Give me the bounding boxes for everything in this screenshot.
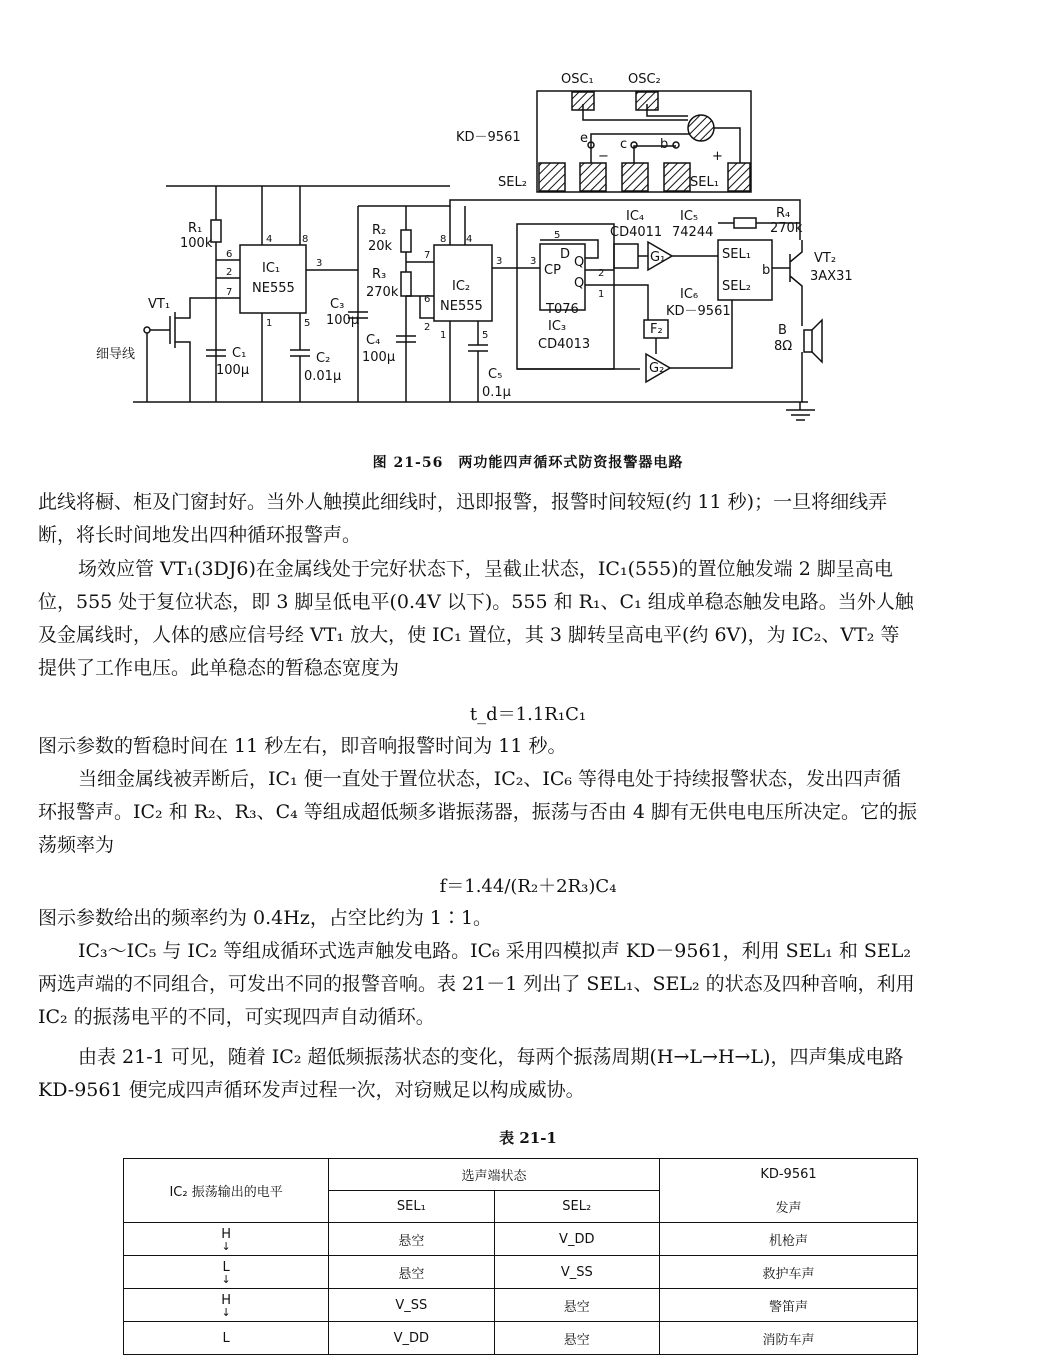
wire-label: 细导线 xyxy=(96,347,136,362)
osc2-label: OSC₂ xyxy=(628,72,661,87)
ic6-label: IC₆ xyxy=(680,287,699,302)
pin-label: 5 xyxy=(554,230,561,241)
ic3-label: IC₃ xyxy=(548,319,567,334)
pin-label: 2 xyxy=(226,267,233,278)
c5-value: 0.1μ xyxy=(482,385,511,400)
r2-value: 20k xyxy=(368,239,393,254)
g2-label: G₂ xyxy=(649,361,665,376)
ic3-part-code: T076 xyxy=(546,302,579,317)
paragraph-5: 图示参数给出的频率约为 0.4Hz，占空比约为 1∶1。 xyxy=(38,907,493,929)
table-caption: 表 21-1 xyxy=(499,1129,557,1147)
osc1-label: OSC₁ xyxy=(561,72,594,87)
ic6-part: KD－9561 xyxy=(666,304,731,319)
pin-label: 6 xyxy=(424,294,431,305)
ic4-label: IC₄ xyxy=(626,209,645,224)
kd9561-chip-blob xyxy=(688,115,714,141)
pin-label: 2 xyxy=(598,268,605,279)
pin-label: 7 xyxy=(226,287,233,298)
ic1-label: IC₁ xyxy=(262,261,281,276)
speaker-label: B xyxy=(778,323,787,338)
r3-value: 270k xyxy=(366,285,399,300)
pin-label: 8 xyxy=(302,234,309,245)
figure-caption: 图 21-56 两功能四声循环式防资报警器电路 xyxy=(372,455,684,471)
c5-label: C₅ xyxy=(488,367,503,382)
speaker-value: 8Ω xyxy=(774,339,793,354)
table-header-kd: KD-9561 xyxy=(659,1159,917,1191)
pin-label: 1 xyxy=(266,318,273,329)
r1-label: R₁ xyxy=(188,221,203,236)
ic6-b-label: b xyxy=(762,263,771,278)
down-arrow-icon: ↓ xyxy=(221,1272,231,1286)
table-row xyxy=(124,1223,918,1256)
ic1-part: NE555 xyxy=(252,281,295,296)
sel1-pad xyxy=(728,163,750,191)
minus-label: − xyxy=(598,149,609,164)
c1-label: C₁ xyxy=(232,346,247,361)
r4-value: 270k xyxy=(770,221,803,236)
vt2-part: 3AX31 xyxy=(810,269,853,284)
plus-label: + xyxy=(712,149,723,164)
pad-c xyxy=(622,163,648,191)
ic4-gate xyxy=(614,244,638,268)
ic5-label: IC₅ xyxy=(680,209,699,224)
r2-resistor xyxy=(401,230,411,252)
pin-label: 4 xyxy=(466,234,473,245)
paragraph-7: 由表 21-1 可见，随着 IC₂ 超低频振荡状态的变化，每两个振荡周期(H→L→H→L)，四声集成电路 KD-9561 便完成四声循环发声过程一次，对窃贼足以构成威协。 xyxy=(38,1046,904,1101)
sel2-cell: V_DD xyxy=(494,1223,659,1256)
pin-label: 3 xyxy=(496,256,503,267)
ff-q-label: Q xyxy=(574,276,585,291)
ic4-part: CD4011 xyxy=(610,225,663,240)
level-cell: H xyxy=(221,1226,231,1242)
paragraph-1: 此线将橱、柜及门窗封好。当外人触摸此细线时，迅即报警，报警时间较短(约 11 秒)；一旦将细线弄断，将长时间地发出四种循环报警声。 xyxy=(38,491,888,546)
down-arrow-icon: ↓ xyxy=(221,1305,231,1319)
c1-value: 100μ xyxy=(216,363,250,378)
pin-e-label: e xyxy=(580,131,588,146)
ic1-body xyxy=(240,245,306,313)
sel1-cell: 悬空 xyxy=(329,1256,494,1289)
formula-td: t_d＝1.1R₁C₁ xyxy=(469,704,587,725)
sel1-cell: V_SS xyxy=(329,1289,494,1322)
c2-value: 0.01μ xyxy=(304,369,342,384)
pin-label: 5 xyxy=(304,318,311,329)
level-cell: H xyxy=(221,1292,231,1308)
r4-resistor xyxy=(734,218,756,228)
sel2-cell: V_SS xyxy=(494,1256,659,1289)
pad-b xyxy=(664,163,690,191)
level-cell: L xyxy=(124,1322,329,1355)
g1-label: G₁ xyxy=(650,250,666,265)
vt2-label: VT₂ xyxy=(814,251,837,266)
ic3-part: CD4013 xyxy=(538,337,591,352)
r3-label: R₃ xyxy=(372,267,387,282)
pad-e xyxy=(580,163,606,191)
pin-label: 1 xyxy=(440,330,447,341)
c4-label: C₄ xyxy=(366,333,381,348)
sound-cell: 消防车声 xyxy=(659,1322,917,1355)
level-cell: L xyxy=(222,1259,230,1275)
r4-label: R₄ xyxy=(776,206,791,221)
sel1-cell: 悬空 xyxy=(329,1223,494,1256)
pin-label: 5 xyxy=(482,330,489,341)
kd9561-top-label: KD－9561 xyxy=(456,130,521,145)
sel1-top-label: SEL₁ xyxy=(690,175,719,190)
circuit-diagram xyxy=(0,0,1056,440)
sel2-cell: 悬空 xyxy=(494,1322,659,1355)
sel1-cell: V_DD xyxy=(329,1322,494,1355)
c4-value: 100μ xyxy=(362,350,396,365)
f2-label: F₂ xyxy=(650,322,663,337)
table-row xyxy=(124,1322,918,1355)
table-header-sound: 发声 xyxy=(659,1191,917,1223)
speaker-body xyxy=(804,330,812,352)
ic6-sel1-label: SEL₁ xyxy=(722,247,751,262)
pin-label: 4 xyxy=(266,234,273,245)
table-header-select: 选声端状态 xyxy=(329,1159,660,1191)
c3-value: 100μ xyxy=(326,313,360,328)
paragraph-4: 当细金属线被弄断后，IC₁ 便一直处于置位状态，IC₂、IC₆ 等得电处于持续报警状态，发出四声循环报警声。IC₂ 和 R₂、R₃、C₄ 等组成超低频多谐振荡器，振荡与否由 4 脚有无供电电压所决定。它的振荡频率为 xyxy=(38,768,917,856)
r1-value: 100k xyxy=(180,236,213,251)
pin-label: 3 xyxy=(530,256,537,267)
table-row xyxy=(124,1289,918,1322)
pin-b-label: b xyxy=(660,137,669,152)
sound-cell: 救护车声 xyxy=(659,1256,917,1289)
table-row xyxy=(124,1256,918,1289)
paragraph-6: IC₃～IC₅ 与 IC₂ 等组成循环式选声触发电路。IC₆ 采用四模拟声 KD－9561，利用 SEL₁ 和 SEL₂ 两选声端的不同组合，可发出不同的报警音响。表 21－1 列出了 SEL₁、SEL₂ 的状态及四种音响，利用 IC₂ 的振荡电平的不同，可实现四声自动循环。 xyxy=(38,940,915,1028)
r1-resistor xyxy=(211,220,221,242)
sel2-cell: 悬空 xyxy=(494,1289,659,1322)
pin-label: 3 xyxy=(316,258,323,269)
table-header-level: IC₂ 振荡输出的电平 xyxy=(124,1159,329,1223)
ic2-label: IC₂ xyxy=(452,279,471,294)
paragraph-3: 图示参数的暂稳时间在 11 秒左右，即音响报警时间为 11 秒。 xyxy=(38,735,567,757)
pin-label: 2 xyxy=(424,322,431,333)
ff-qbar-label: Q xyxy=(574,255,585,270)
ff-cp-label: CP xyxy=(544,263,561,278)
ff-d-label: D xyxy=(560,247,571,262)
vt1-label: VT₁ xyxy=(148,297,171,312)
ic6-sel2-label: SEL₂ xyxy=(722,279,751,294)
paragraph-2: 场效应管 VT₁(3DJ6)在金属线处于完好状态下，呈截止状态，IC₁(555)的置位触发端 2 脚呈高电位，555 处于复位状态，即 3 脚呈低电平(0.4V 以下)。555 和 R₁、C₁ 组成单稳态触发电路。当外人触及金属线时，人体的感应信号经 VT₁ 放大，使 IC₁ 置位，其 3 脚转呈高电平(约 6V)，为 IC₂、VT₂ 等提供了工作电压。此单稳态的暂稳态宽度为 xyxy=(38,558,914,679)
ic2-part: NE555 xyxy=(440,299,483,314)
down-arrow-icon: ↓ xyxy=(221,1239,231,1253)
formula-f: f＝1.44/(R₂＋2R₃)C₄ xyxy=(439,876,617,897)
pin-label: 7 xyxy=(424,250,431,261)
pin-label: 8 xyxy=(440,234,447,245)
table-header-sel2: SEL₂ xyxy=(494,1191,659,1223)
sel2-pad xyxy=(539,163,565,191)
sound-cell: 机枪声 xyxy=(659,1223,917,1256)
r2-label: R₂ xyxy=(372,223,387,238)
pin-label: 6 xyxy=(226,249,233,260)
pin-label: 1 xyxy=(598,289,605,300)
c2-label: C₂ xyxy=(316,351,331,366)
r3-resistor xyxy=(401,272,411,296)
ic5-part: 74244 xyxy=(672,225,714,240)
data-table xyxy=(123,1158,918,1355)
pin-c-label: c xyxy=(620,137,628,152)
sel2-top-label: SEL₂ xyxy=(498,175,527,190)
sound-cell: 警笛声 xyxy=(659,1289,917,1322)
table-header-sel1: SEL₁ xyxy=(329,1191,494,1223)
c3-label: C₃ xyxy=(330,297,345,312)
